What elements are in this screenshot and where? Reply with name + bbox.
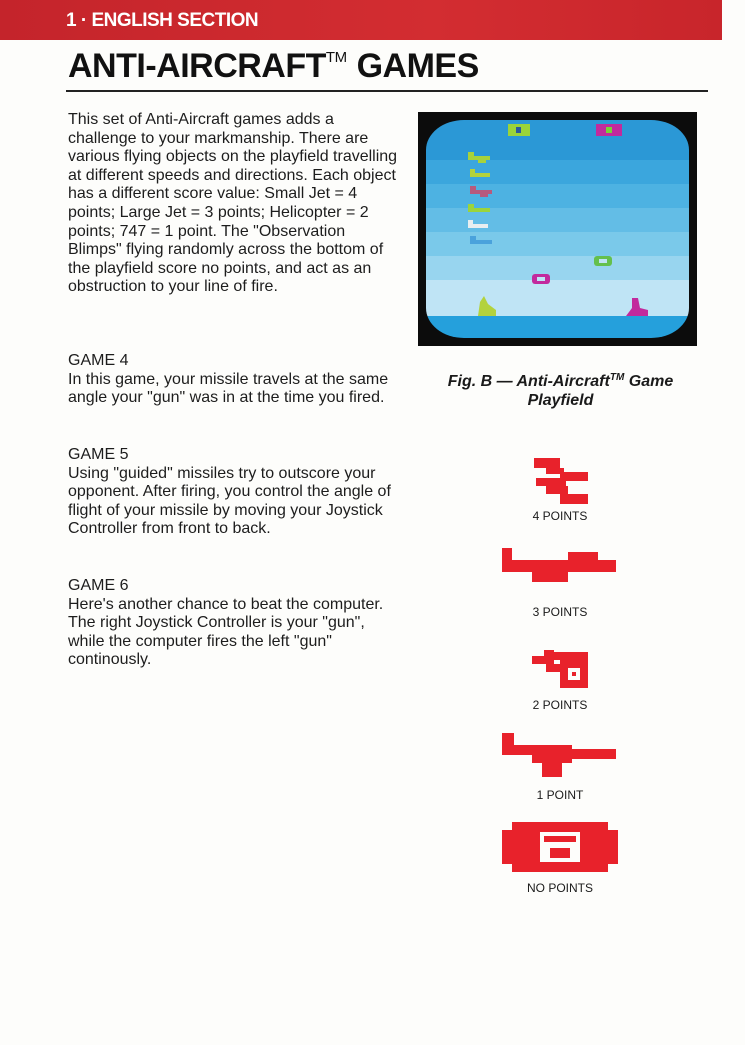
score-label: 4 POINTS [532,509,588,523]
caption-trademark: TM [609,372,625,383]
game-description: Using "guided" missiles try to outscore your opponent. After firing, you control the angle of flight of your missile by moving your Joystick Controller from front to back. [68,464,391,538]
game-heading: GAME 4 [68,352,129,369]
title-text: ANTI-AIRCRAFT [68,47,326,85]
game-description: Here's another chance to beat the computer. The right Joystick Controller is your "gun", while the computer fires the left "gun" continously. [68,595,384,669]
game-4-section [68,352,398,408]
game-heading: GAME 5 [68,446,129,463]
caption-prefix: Fig. B — Anti-Aircraft [447,373,610,390]
playfield-screenshot [418,112,697,346]
game-5-section [68,446,398,539]
title-rule [66,90,708,92]
small-jet-icon [530,458,590,506]
trademark-symbol: TM [325,49,347,66]
page-title [68,47,479,86]
score-label: 2 POINTS [532,698,588,712]
section-label: 1 · ENGLISH SECTION [66,10,259,31]
helicopter-icon [532,650,590,688]
intro-paragraph: This set of Anti-Aircraft games adds a challenge to your markmanship. There are various flying objects on the playfield travelling at different speeds and directions. Each object has a different score value: Small Jet = 4 points; Large Jet = 3 points; Helicopter = 2 points; 747 = 1 point. The "Observation Blimps" flying randomly across the bottom of the playfield score no points, and act as an obstruction to your line of fire. [68,111,398,296]
game-heading: GAME 6 [68,577,129,594]
large-jet-icon [502,548,618,584]
score-label: 3 POINTS [532,605,588,619]
playfield-graphic [426,120,689,338]
game-6-section [68,577,398,670]
score-label: 1 POINT [536,788,584,802]
score-label: NO POINTS [526,881,593,895]
747-icon [502,733,618,779]
tv-screen [426,120,689,338]
figure-caption [418,368,703,410]
caption-suffix: Game Playfield [527,373,674,409]
title-suffix: GAMES [356,47,479,85]
game-description: In this game, your missile travels at the same angle your "gun" was in at the time you fired. [68,370,389,407]
blimp-icon [502,822,618,872]
